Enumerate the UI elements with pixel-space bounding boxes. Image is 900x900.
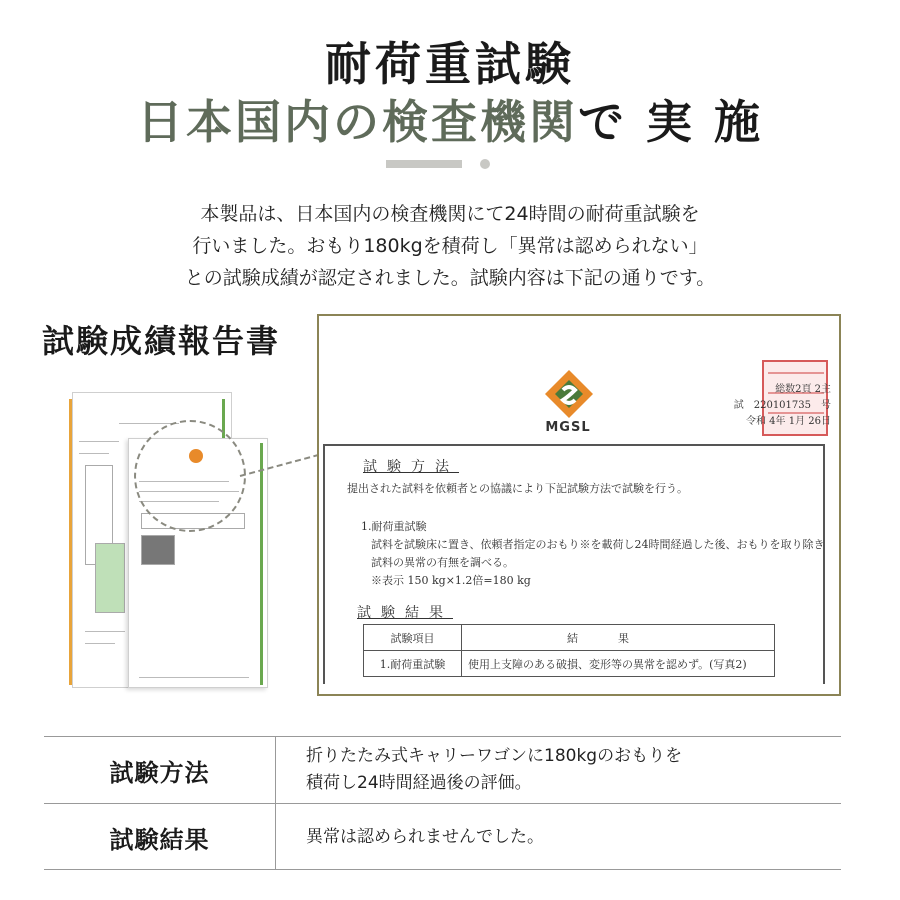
document-body [323, 444, 825, 684]
intro-line: 本製品は、日本国内の検査機関にて24時間の耐荷重試験を [200, 203, 700, 225]
summary-value [306, 804, 544, 870]
summary-row-result [44, 804, 841, 870]
result-heading: 試験結果 [357, 605, 453, 621]
table-cell-item: 1.耐荷重試験 [364, 651, 462, 677]
green-stripe [260, 443, 263, 685]
serial-number: 試 220101735 号 [733, 400, 831, 411]
mgsl-logo-icon [543, 368, 595, 420]
report-document [317, 314, 841, 696]
item-line: ※表示 150 kg×1.2倍=180 kg [371, 574, 531, 587]
item-line: 試料を試験床に置き、依頼者指定のおもり※を載荷し24時間経過した後、おもりを取り除き [371, 538, 825, 551]
page-subtitle [0, 86, 900, 152]
table-row [364, 625, 775, 651]
divider-dot [480, 159, 490, 169]
summary-value-line: 異常は認められませんでした。 [306, 826, 544, 847]
summary-label: 試験結果 [44, 804, 276, 870]
summary-value-line: 積荷し24時間経過後の評価。 [306, 773, 532, 793]
logo-text: MGSL [545, 420, 591, 435]
intro-line: との試験成績が認定されました。試験内容は下記の通りです。 [184, 267, 716, 289]
table-header-result: 結果 [462, 625, 775, 651]
summary-label: 試験方法 [44, 737, 276, 803]
summary-value-line: 折りたたみ式キャリーワゴンに180kgのおもりを [306, 746, 683, 766]
intro-line: 行いました。おもり180kgを積荷し「異常は認められない」 [192, 235, 708, 257]
serial-date: 令和 4年 1月 26日 [746, 416, 831, 427]
subtitle-rest: で 実 施 [577, 95, 764, 149]
summary-table [44, 736, 841, 870]
summary-row-method [44, 737, 841, 804]
serial-pages: 総数2頁 2主 [775, 384, 831, 395]
report-label: 試験成績報告書 [42, 322, 281, 360]
result-table [363, 624, 775, 677]
subtitle-highlight: 日本国内の検査機関 [136, 95, 578, 149]
method-heading: 試験方法 [363, 459, 459, 475]
summary-value [306, 737, 682, 803]
item-line: 試料の異常の有無を調べる。 [371, 556, 514, 569]
item-title: 1.耐荷重試験 [361, 520, 427, 533]
zoom-circle [134, 420, 246, 532]
divider-bar [386, 160, 462, 168]
table-cell-result: 使用上支障のある破損、変形等の異常を認めず。(写真2) [462, 651, 775, 677]
page-title: 耐荷重試験 [325, 37, 575, 91]
orange-stripe [69, 399, 72, 685]
intro-text [0, 198, 900, 294]
table-header-item: 試験項目 [364, 625, 462, 651]
table-row [364, 651, 775, 677]
method-intro: 提出された試料を依頼者との協議により下記試験方法で試験を行う。 [347, 482, 688, 495]
